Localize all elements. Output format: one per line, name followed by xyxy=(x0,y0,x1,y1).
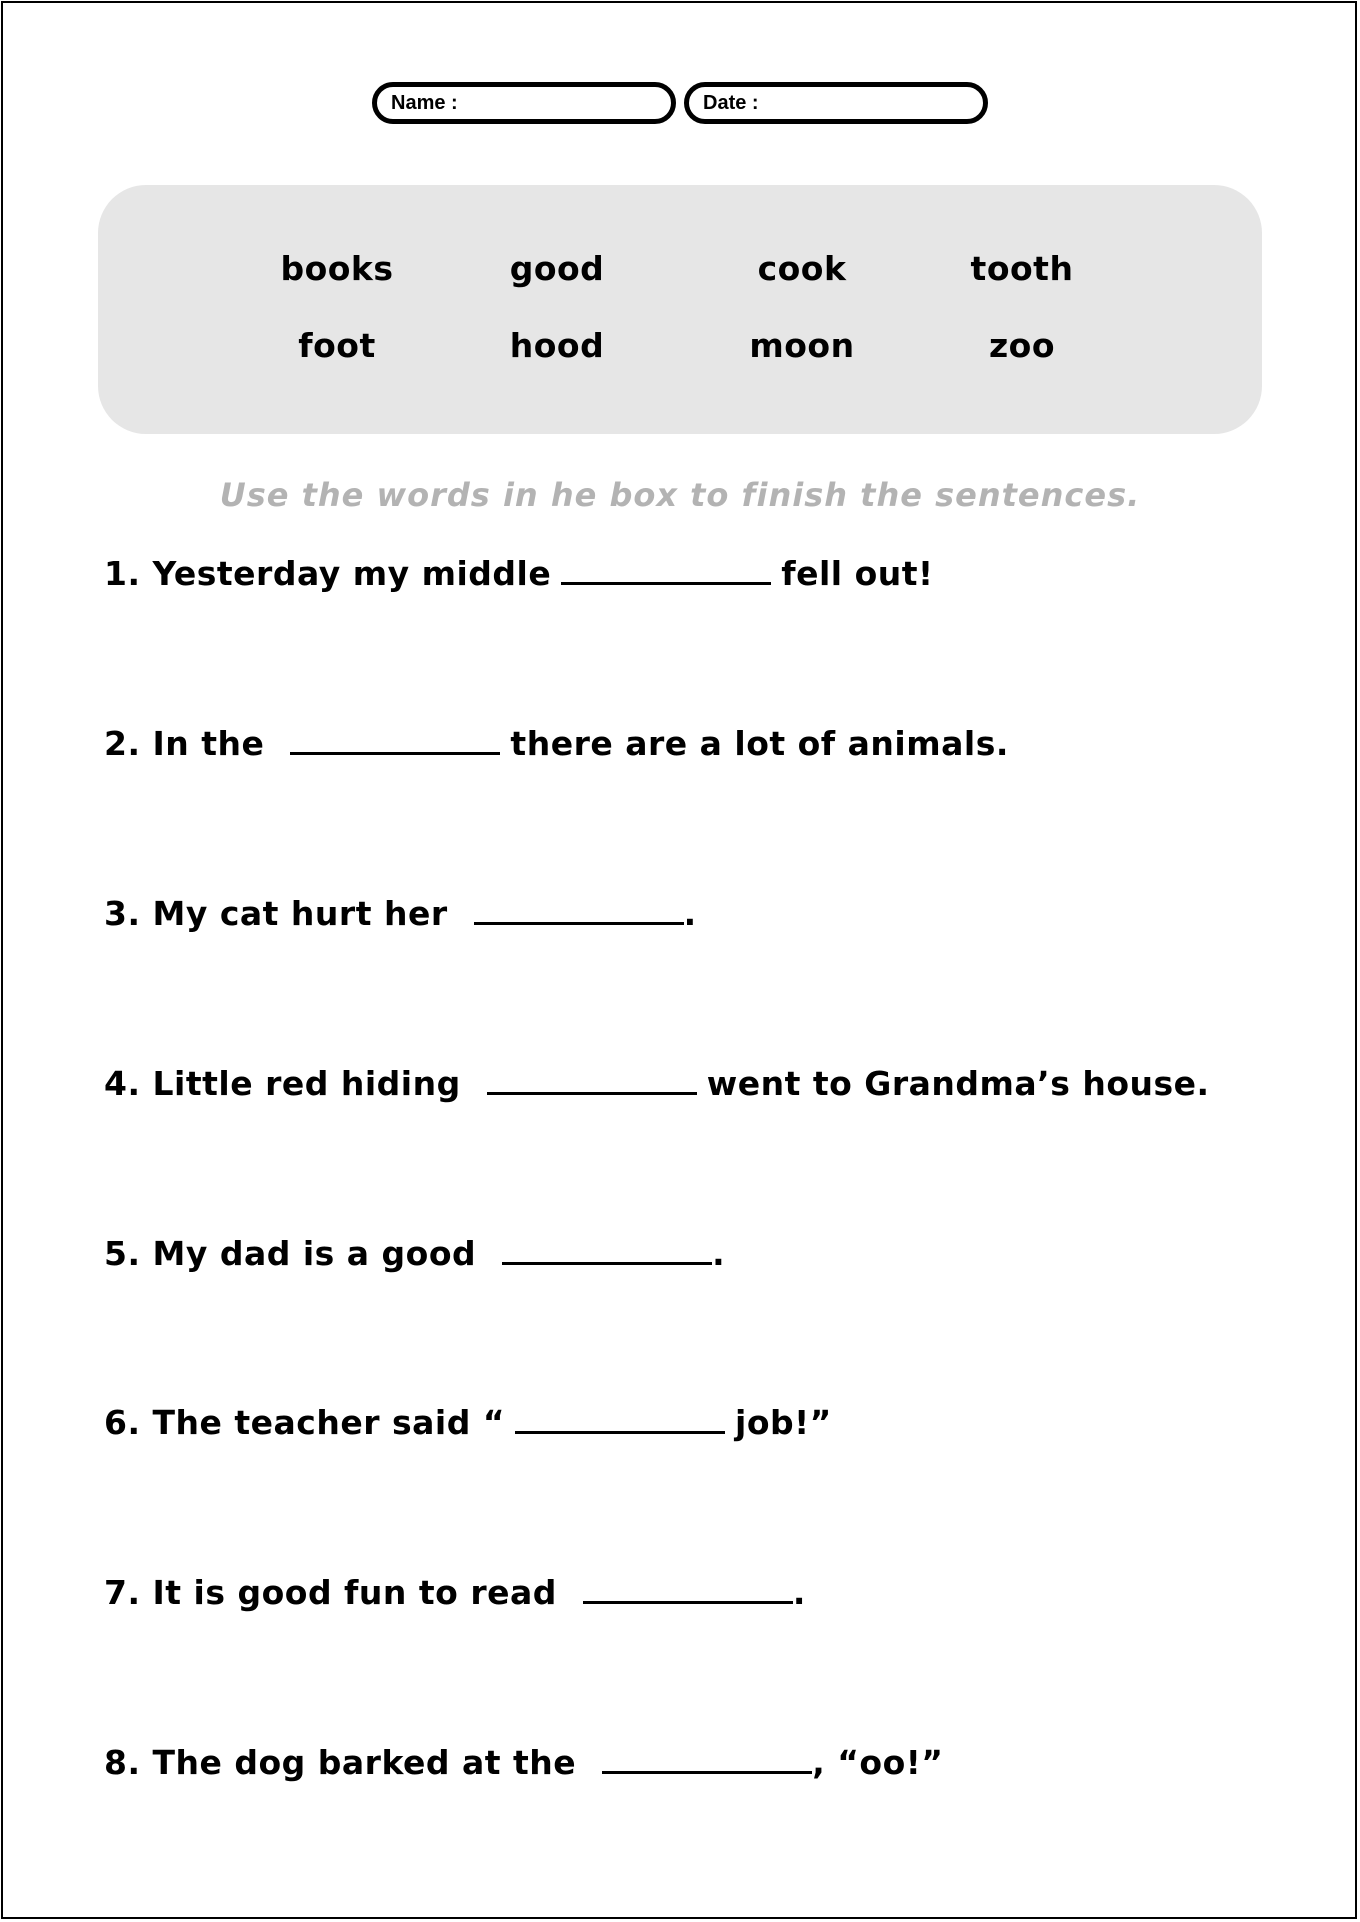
answer-blank[interactable] xyxy=(583,1567,793,1604)
sentence-after: fell out! xyxy=(781,554,934,593)
sentence-number: 2. xyxy=(104,724,141,763)
sentence-before: Little red hiding xyxy=(152,1064,461,1103)
answer-blank[interactable] xyxy=(561,548,771,585)
sentence-number: 1. xyxy=(104,554,141,593)
answer-blank[interactable] xyxy=(602,1737,812,1774)
word-bank-item: zoo xyxy=(988,326,1056,365)
sentence-before: Yesterday my middle xyxy=(152,554,552,593)
sentence-before: The dog barked at the xyxy=(152,1743,577,1782)
sentence-before: It is good fun to read xyxy=(152,1573,557,1612)
answer-blank[interactable] xyxy=(290,718,500,755)
date-field[interactable] xyxy=(684,82,988,124)
sentence-number: 4. xyxy=(104,1064,141,1103)
sentence-1 xyxy=(104,548,934,594)
sentence-after: . xyxy=(683,894,697,933)
sentence-2 xyxy=(104,718,1009,764)
word-bank xyxy=(98,185,1262,434)
sentence-after: there are a lot of animals. xyxy=(510,724,1009,763)
sentence-6 xyxy=(104,1397,832,1443)
sentence-number: 8. xyxy=(104,1743,141,1782)
word-bank-item: hood xyxy=(509,326,605,365)
answer-blank[interactable] xyxy=(502,1228,712,1265)
sentence-before: The teacher said “ xyxy=(152,1403,506,1442)
word-bank-item: moon xyxy=(749,326,855,365)
word-bank-item: cook xyxy=(757,249,847,288)
word-bank-item: tooth xyxy=(970,249,1074,288)
instruction-text: Use the words in he box to finish the sentences. xyxy=(219,476,1141,514)
sentence-7 xyxy=(104,1567,806,1613)
sentence-number: 3. xyxy=(104,894,141,933)
date-label: Date : xyxy=(703,92,759,114)
sentence-after: , “oo!” xyxy=(812,1743,944,1782)
sentence-number: 6. xyxy=(104,1403,141,1442)
name-label: Name : xyxy=(391,92,458,114)
sentence-before: My cat hurt her xyxy=(152,894,448,933)
sentence-before: My dad is a good xyxy=(152,1234,477,1273)
name-field[interactable] xyxy=(372,82,676,124)
sentence-3 xyxy=(104,888,697,934)
sentence-after: went to Grandma’s house. xyxy=(706,1064,1210,1103)
sentence-5 xyxy=(104,1228,725,1274)
sentence-after: . xyxy=(792,1573,806,1612)
sentence-after: . xyxy=(712,1234,726,1273)
answer-blank[interactable] xyxy=(474,888,684,925)
answer-blank[interactable] xyxy=(515,1397,725,1434)
answer-blank[interactable] xyxy=(487,1058,697,1095)
sentence-before: In the xyxy=(152,724,265,763)
sentence-8 xyxy=(104,1737,943,1783)
word-bank-item: foot xyxy=(298,326,376,365)
word-bank-item: books xyxy=(280,249,394,288)
sentence-after: job!” xyxy=(735,1403,832,1442)
word-bank-item: good xyxy=(509,249,605,288)
sentence-4 xyxy=(104,1058,1210,1104)
sentence-number: 5. xyxy=(104,1234,141,1273)
sentence-number: 7. xyxy=(104,1573,141,1612)
